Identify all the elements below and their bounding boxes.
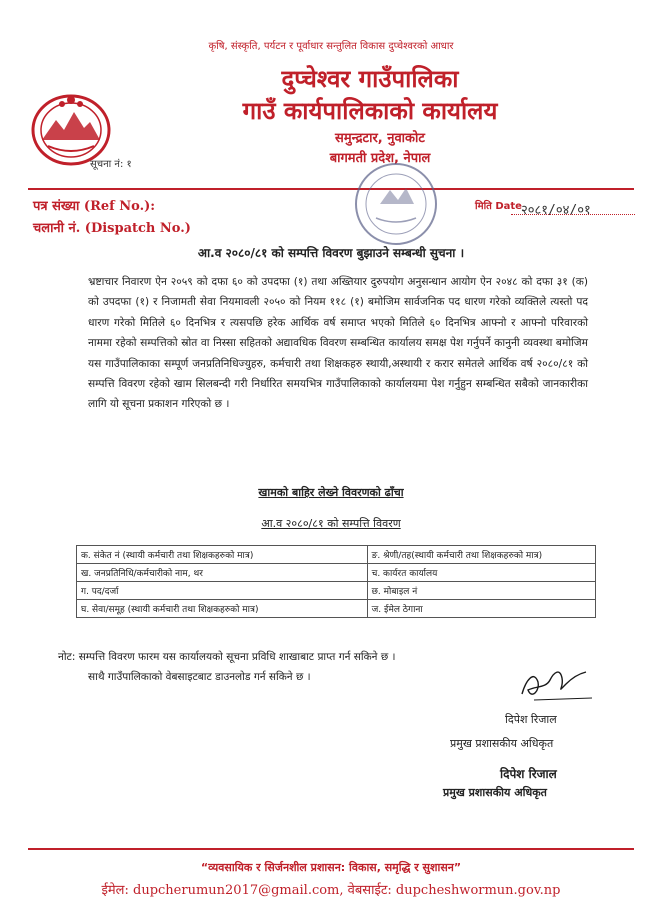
- property-table-caption: आ.व २०८०/८१ को सम्पत्ति विवरण: [261, 517, 401, 530]
- note-line-1: नोट: सम्पत्ति विवरण फारम यस कार्यालयको सूचना प्रविधि शाखाबाट प्राप्त गर्न सकिने छ ।: [58, 651, 396, 663]
- footer-slogan: “व्यवसायिक र सिर्जनशील प्रशासन: विकास, समृद्धि र सुशासन”: [200, 861, 462, 874]
- notice-subject: आ.व २०८०/८१ को सम्पत्ति विवरण बुझाउने सम्बन्धी सुचना ।: [197, 246, 465, 260]
- table-cell: छ. मोबाइल नं: [367, 582, 595, 600]
- table-cell: च. कार्यरत कार्यालय: [367, 564, 595, 582]
- dispatch-number-label: चलानी नं. (Dispatch No.): [33, 221, 191, 236]
- notice-body: भ्रष्टाचार निवारण ऐन २०५९ को दफा ६० को उपदफा (१) तथा अख्तियार दुरुपयोग अनुसन्धान आयोग ऐन २०४८ को दफा ३१ (क) को उपदफा (१) र निजामती सेवा नियमावली २०५० को नियम ११८ (१) बमोजिम सार्वजनिक पद धारण गरेको व्यक्तिले त्यस्तो पद धारण गरेको मितिले ६० दिनभित्र र त्यसपछि हरेक आर्थिक वर्ष समाप्त भएको मितिले ६० दिनभित्र आफ्नो र आफ्नो परिवारको नाममा रहेको सम्पत्तिको स्रोत वा निस्सा सहितको अद्यावधिक विवरण सम्बन्धित कार्यालय समक्ष पेश गर्नुपर्ने कानुनी व्यवस्था बमोजिम यस गाउँपालिकाका सम्पूर्ण जनप्रतिनिधिज्युहरु, कर्मचारी तथा शिक्षकहरु स्थायी,अस्थायी र करार समेतले आर्थिक वर्ष २०८०/८१ को सम्पत्ति विवरण रहेको खाम सिलबन्दी गरी निर्धारित समयभित्र गाउँपालिकाको कार्यालयमा पेश गर्नुहुन सम्बन्धित सबैको जानकारीका लागि यो सूचना प्रकाशन गरिएको छ ।: [88, 276, 588, 411]
- table-cell: ख. जनप्रतिनिधि/कर्मचारीको नाम, थर: [77, 564, 368, 582]
- note-line-2: साथै गाउँपालिकाको वेबसाइटबाट डाउनलोड गर्न सकिने छ ।: [88, 671, 311, 683]
- signatory-print-title: प्रमुख प्रशासकीय अधिकृत: [443, 786, 547, 799]
- footer-divider: [28, 848, 634, 850]
- date-field: [475, 196, 635, 222]
- table-row: [77, 600, 596, 618]
- date-label: मिति Date: [475, 201, 522, 212]
- header-divider: [28, 188, 634, 190]
- table-row: [77, 564, 596, 582]
- signatory-print-name: दिपेश रिजाल: [500, 767, 557, 781]
- envelope-format-table: [76, 545, 596, 618]
- table-row: [77, 546, 596, 564]
- notice-number: सूचना नं: १: [90, 159, 132, 170]
- date-dotted-line: [511, 214, 635, 215]
- table-cell: क. संकेत नं (स्थायी कर्मचारी तथा शिक्षकहरुको मात्र): [77, 546, 368, 564]
- ref-number-label: पत्र संख्या (Ref No.):: [33, 199, 156, 214]
- table-cell: ङ. श्रेणी/तह(स्थायी कर्मचारी तथा शिक्षकहरुको मात्र): [367, 546, 595, 564]
- table-cell: ज. ईमेल ठेगाना: [367, 600, 595, 618]
- header-tagline: कृषि, संस्कृति, पर्यटन र पूर्वाधार सन्तुलित विकास दुप्चेश्वरको आधार: [208, 41, 454, 52]
- table-cell: ग. पद/दर्जा: [77, 582, 368, 600]
- signature-icon: [516, 660, 596, 706]
- table-row: [77, 582, 596, 600]
- envelope-format-heading: खामको बाहिर लेख्ने विवरणको ढाँचा: [258, 486, 404, 499]
- office-subtitle: गाउँ कार्यपालिकाको कार्यालय: [242, 96, 498, 125]
- address-line-2: बागमती प्रदेश, नेपाल: [329, 151, 431, 166]
- signatory-title: प्रमुख प्रशासकीय अधिकृत: [450, 737, 554, 750]
- office-title: दुप्चेश्वर गाउँपालिका: [281, 64, 459, 93]
- signatory-name: दिपेश रिजाल: [505, 713, 557, 726]
- table-cell: घ. सेवा/समूह (स्थायी कर्मचारी तथा शिक्षकहरुको मात्र): [77, 600, 368, 618]
- footer-contact: ईमेल: dupcherumun2017@gmail.com, वेबसाईट: dupcheshwormun.gov.np: [101, 883, 561, 898]
- official-stamp-icon: [350, 160, 442, 248]
- date-value: २०८१/०४/०१: [521, 203, 591, 218]
- address-line-1: समुन्द्रटार, नुवाकोट: [335, 131, 425, 146]
